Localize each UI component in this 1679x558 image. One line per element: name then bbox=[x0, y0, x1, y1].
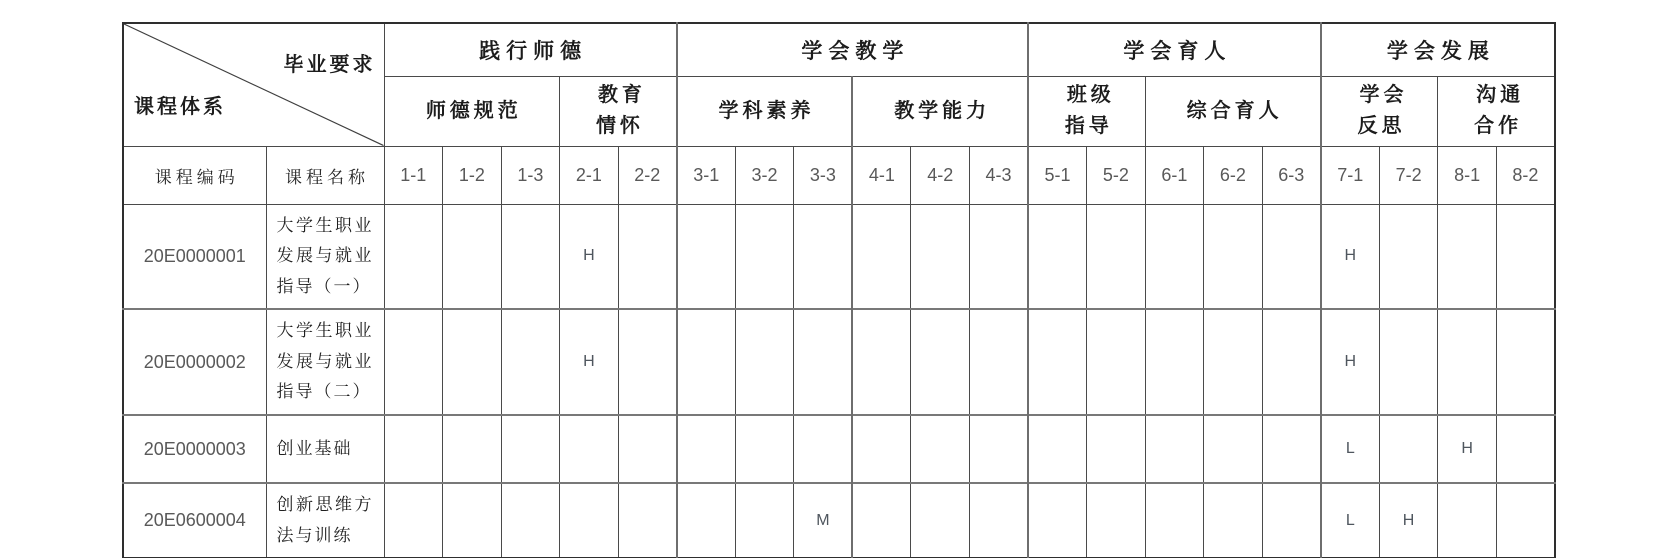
indicator-column-5-2: 5-2 bbox=[1087, 146, 1146, 204]
mark-cell-5-2 bbox=[1087, 204, 1146, 309]
mark-cell-2-2 bbox=[618, 415, 677, 483]
corner-diagonal-line bbox=[124, 24, 384, 146]
mark-cell-3-3 bbox=[794, 204, 853, 309]
mark-cell-1-1 bbox=[384, 309, 443, 415]
mark-cell-4-2 bbox=[911, 204, 970, 309]
course-requirement-matrix-table bbox=[122, 22, 1556, 558]
group-header-4: 学会发展 bbox=[1321, 23, 1555, 76]
mark-cell-3-3 bbox=[794, 309, 853, 415]
mark-cell-1-1 bbox=[384, 415, 443, 483]
group-header-3: 学会育人 bbox=[1028, 23, 1321, 76]
indicator-column-1-2: 1-2 bbox=[443, 146, 502, 204]
mark-cell-4-1 bbox=[852, 309, 911, 415]
mark-cell-1-3 bbox=[501, 483, 560, 558]
mark-cell-3-2 bbox=[735, 415, 794, 483]
mark-cell-6-3 bbox=[1262, 204, 1321, 309]
course-name-cell: 创新思维方法与训练 bbox=[266, 483, 384, 558]
mark-cell-8-1 bbox=[1438, 483, 1497, 558]
mark-cell-4-3 bbox=[969, 483, 1028, 558]
indicator-column-6-1: 6-1 bbox=[1145, 146, 1204, 204]
mark-cell-3-2 bbox=[735, 483, 794, 558]
indicator-column-6-3: 6-3 bbox=[1262, 146, 1321, 204]
mark-cell-3-1 bbox=[677, 483, 736, 558]
subgroup-header-5 bbox=[1028, 76, 1145, 146]
mark-cell-8-2 bbox=[1496, 415, 1555, 483]
mark-cell-2-2 bbox=[618, 483, 677, 558]
mark-cell-7-2 bbox=[1379, 309, 1438, 415]
mark-cell-5-1 bbox=[1028, 309, 1087, 415]
indicator-column-4-2: 4-2 bbox=[911, 146, 970, 204]
course-name-header: 课程名称 bbox=[266, 146, 384, 204]
mark-cell-4-2 bbox=[911, 483, 970, 558]
table-row bbox=[123, 204, 1555, 309]
mark-cell-4-1 bbox=[852, 204, 911, 309]
mark-cell-6-2 bbox=[1204, 483, 1263, 558]
indicator-column-6-2: 6-2 bbox=[1204, 146, 1263, 204]
mark-cell-1-3 bbox=[501, 415, 560, 483]
mark-cell-8-2 bbox=[1496, 204, 1555, 309]
mark-cell-5-1 bbox=[1028, 415, 1087, 483]
subgroup-header-label: 教育情怀 bbox=[595, 84, 646, 137]
mark-cell-8-2 bbox=[1496, 483, 1555, 558]
mark-cell-2-2 bbox=[618, 309, 677, 415]
mark-cell-6-1 bbox=[1145, 204, 1204, 309]
subgroup-header-8 bbox=[1438, 76, 1555, 146]
mark-cell-6-3 bbox=[1262, 483, 1321, 558]
course-code-header: 课程编码 bbox=[123, 146, 266, 204]
mark-cell-3-2 bbox=[735, 204, 794, 309]
mark-cell-1-3 bbox=[501, 309, 560, 415]
mark-cell-5-2 bbox=[1087, 309, 1146, 415]
indicator-column-2-1: 2-1 bbox=[560, 146, 619, 204]
mark-cell-7-1: L bbox=[1321, 483, 1380, 558]
mark-cell-7-2 bbox=[1379, 204, 1438, 309]
mark-cell-4-1 bbox=[852, 483, 911, 558]
mark-cell-3-3 bbox=[794, 415, 853, 483]
subgroup-header-label: 班级指导 bbox=[1064, 84, 1115, 137]
course-name-cell: 大学生职业发展与就业指导（二） bbox=[266, 309, 384, 415]
mark-cell-4-2 bbox=[911, 415, 970, 483]
mark-cell-8-1: H bbox=[1438, 415, 1497, 483]
mark-cell-2-1 bbox=[560, 483, 619, 558]
mark-cell-8-1 bbox=[1438, 309, 1497, 415]
group-header-2: 学会教学 bbox=[677, 23, 1028, 76]
mark-cell-7-2: H bbox=[1379, 483, 1438, 558]
course-name-cell: 创业基础 bbox=[266, 415, 384, 483]
table-row bbox=[123, 483, 1555, 558]
mark-cell-8-2 bbox=[1496, 309, 1555, 415]
mark-cell-5-1 bbox=[1028, 483, 1087, 558]
mark-cell-6-1 bbox=[1145, 309, 1204, 415]
mark-cell-4-3 bbox=[969, 415, 1028, 483]
subgroup-header-label: 学会反思 bbox=[1357, 84, 1408, 137]
mark-cell-3-2 bbox=[735, 309, 794, 415]
mark-cell-6-2 bbox=[1204, 204, 1263, 309]
mark-cell-5-2 bbox=[1087, 483, 1146, 558]
table-row bbox=[123, 309, 1555, 415]
mark-cell-1-2 bbox=[443, 204, 502, 309]
subgroup-header-label: 师德规范 bbox=[425, 99, 522, 122]
mark-cell-1-2 bbox=[443, 483, 502, 558]
table-row bbox=[123, 415, 1555, 483]
indicator-column-1-3: 1-3 bbox=[501, 146, 560, 204]
group-header-1: 践行师德 bbox=[384, 23, 677, 76]
mark-cell-1-1 bbox=[384, 483, 443, 558]
mark-cell-4-2 bbox=[911, 309, 970, 415]
mark-cell-4-3 bbox=[969, 204, 1028, 309]
indicator-column-5-1: 5-1 bbox=[1028, 146, 1087, 204]
subgroup-header-7 bbox=[1321, 76, 1438, 146]
mark-cell-7-1: H bbox=[1321, 309, 1380, 415]
mark-cell-1-2 bbox=[443, 309, 502, 415]
graduation-requirements-label: 毕业要求 bbox=[283, 54, 376, 76]
mark-cell-1-1 bbox=[384, 204, 443, 309]
indicator-column-3-3: 3-3 bbox=[794, 146, 853, 204]
subgroup-header-label: 教学能力 bbox=[894, 99, 991, 122]
mark-cell-2-2 bbox=[618, 204, 677, 309]
mark-cell-6-2 bbox=[1204, 309, 1263, 415]
mark-cell-3-1 bbox=[677, 309, 736, 415]
subgroup-header-label: 沟通合作 bbox=[1474, 84, 1525, 137]
subgroup-header-1 bbox=[384, 76, 560, 146]
indicator-column-8-2: 8-2 bbox=[1496, 146, 1555, 204]
mark-cell-8-1 bbox=[1438, 204, 1497, 309]
mark-cell-3-1 bbox=[677, 415, 736, 483]
mark-cell-6-3 bbox=[1262, 415, 1321, 483]
course-system-label: 课程体系 bbox=[134, 95, 226, 118]
indicator-column-3-2: 3-2 bbox=[735, 146, 794, 204]
course-code-cell: 20E0600004 bbox=[123, 483, 266, 558]
indicator-column-1-1: 1-1 bbox=[384, 146, 443, 204]
mark-cell-7-1: H bbox=[1321, 204, 1380, 309]
mark-cell-7-2 bbox=[1379, 415, 1438, 483]
mark-cell-6-2 bbox=[1204, 415, 1263, 483]
corner-cell bbox=[123, 23, 384, 146]
mark-cell-6-1 bbox=[1145, 415, 1204, 483]
indicator-column-7-2: 7-2 bbox=[1379, 146, 1438, 204]
indicator-column-7-1: 7-1 bbox=[1321, 146, 1380, 204]
mark-cell-2-1 bbox=[560, 415, 619, 483]
course-code-cell: 20E0000001 bbox=[123, 204, 266, 309]
indicator-column-4-1: 4-1 bbox=[852, 146, 911, 204]
subgroup-header-2 bbox=[560, 76, 677, 146]
indicator-column-4-3: 4-3 bbox=[969, 146, 1028, 204]
subgroup-header-4 bbox=[852, 76, 1028, 146]
mark-cell-4-1 bbox=[852, 415, 911, 483]
mark-cell-6-1 bbox=[1145, 483, 1204, 558]
mark-cell-3-3: M bbox=[794, 483, 853, 558]
mark-cell-1-2 bbox=[443, 415, 502, 483]
subgroup-header-3 bbox=[677, 76, 853, 146]
mark-cell-4-3 bbox=[969, 309, 1028, 415]
course-name-cell: 大学生职业发展与就业指导（一） bbox=[266, 204, 384, 309]
mark-cell-7-1: L bbox=[1321, 415, 1380, 483]
mark-cell-3-1 bbox=[677, 204, 736, 309]
course-code-cell: 20E0000003 bbox=[123, 415, 266, 483]
mark-cell-1-3 bbox=[501, 204, 560, 309]
indicator-column-8-1: 8-1 bbox=[1438, 146, 1497, 204]
subgroup-header-label: 学科素养 bbox=[718, 99, 815, 122]
indicator-column-2-2: 2-2 bbox=[618, 146, 677, 204]
mark-cell-2-1: H bbox=[560, 204, 619, 309]
mark-cell-5-1 bbox=[1028, 204, 1087, 309]
mark-cell-5-2 bbox=[1087, 415, 1146, 483]
subgroup-header-6 bbox=[1145, 76, 1321, 146]
indicator-column-3-1: 3-1 bbox=[677, 146, 736, 204]
mark-cell-2-1: H bbox=[560, 309, 619, 415]
subgroup-header-label: 综合育人 bbox=[1186, 99, 1283, 122]
course-code-cell: 20E0000002 bbox=[123, 309, 266, 415]
mark-cell-6-3 bbox=[1262, 309, 1321, 415]
